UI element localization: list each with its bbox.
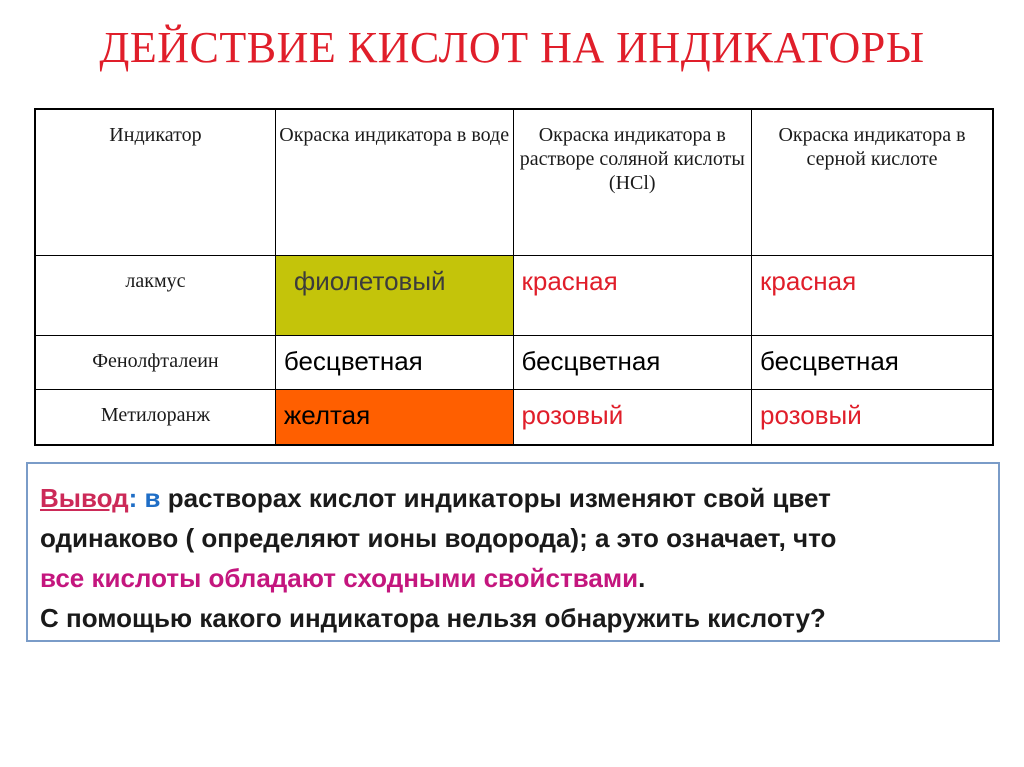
cell-water-color: желтая [275, 389, 513, 445]
conclusion-question: С помощью какого индикатора нельзя обнаружить кислоту? [40, 603, 826, 633]
cell-water-color: бесцветная [275, 335, 513, 389]
header-indicator: Индикатор [35, 109, 275, 255]
table-row [35, 389, 993, 445]
conclusion-period: . [638, 563, 646, 593]
conclusion-text-1: растворах кислот индикаторы изменяют свой цвет [160, 483, 831, 513]
conclusion-colon: : в [128, 483, 161, 513]
table-header-row [35, 109, 993, 255]
header-hcl: Окраска индикатора в растворе соляной кислоты (HCl) [513, 109, 752, 255]
cell-hcl-color: бесцветная [513, 335, 752, 389]
conclusion-box [26, 462, 1000, 642]
header-sulfuric: Окраска индикатора в серной кислоте [752, 109, 994, 255]
slide-title: ДЕЙСТВИЕ КИСЛОТ НА ИНДИКАТОРЫ [99, 23, 925, 72]
indicator-name: лакмус [35, 255, 275, 335]
cell-sulfuric-color: розовый [752, 389, 994, 445]
indicator-name: Метилоранж [35, 389, 275, 445]
conclusion-highlight: все кислоты обладают сходными свойствами [40, 563, 639, 593]
conclusion-line-3 [40, 558, 988, 598]
conclusion-line-1 [40, 478, 988, 518]
indicator-table [34, 108, 994, 446]
cell-water-color: фиолетовый [275, 255, 513, 335]
cell-hcl-color: красная [513, 255, 752, 335]
table-row [35, 255, 993, 335]
cell-sulfuric-color: красная [752, 255, 994, 335]
cell-sulfuric-color: бесцветная [752, 335, 994, 389]
table-row [35, 335, 993, 389]
cell-hcl-color: розовый [513, 389, 752, 445]
conclusion-line-2: одинаково ( определяют ионы водорода); а это означает, что [40, 523, 837, 553]
conclusion-label: Вывод [40, 483, 129, 513]
header-water: Окраска индикатора в воде [275, 109, 513, 255]
indicator-name: Фенолфталеин [35, 335, 275, 389]
